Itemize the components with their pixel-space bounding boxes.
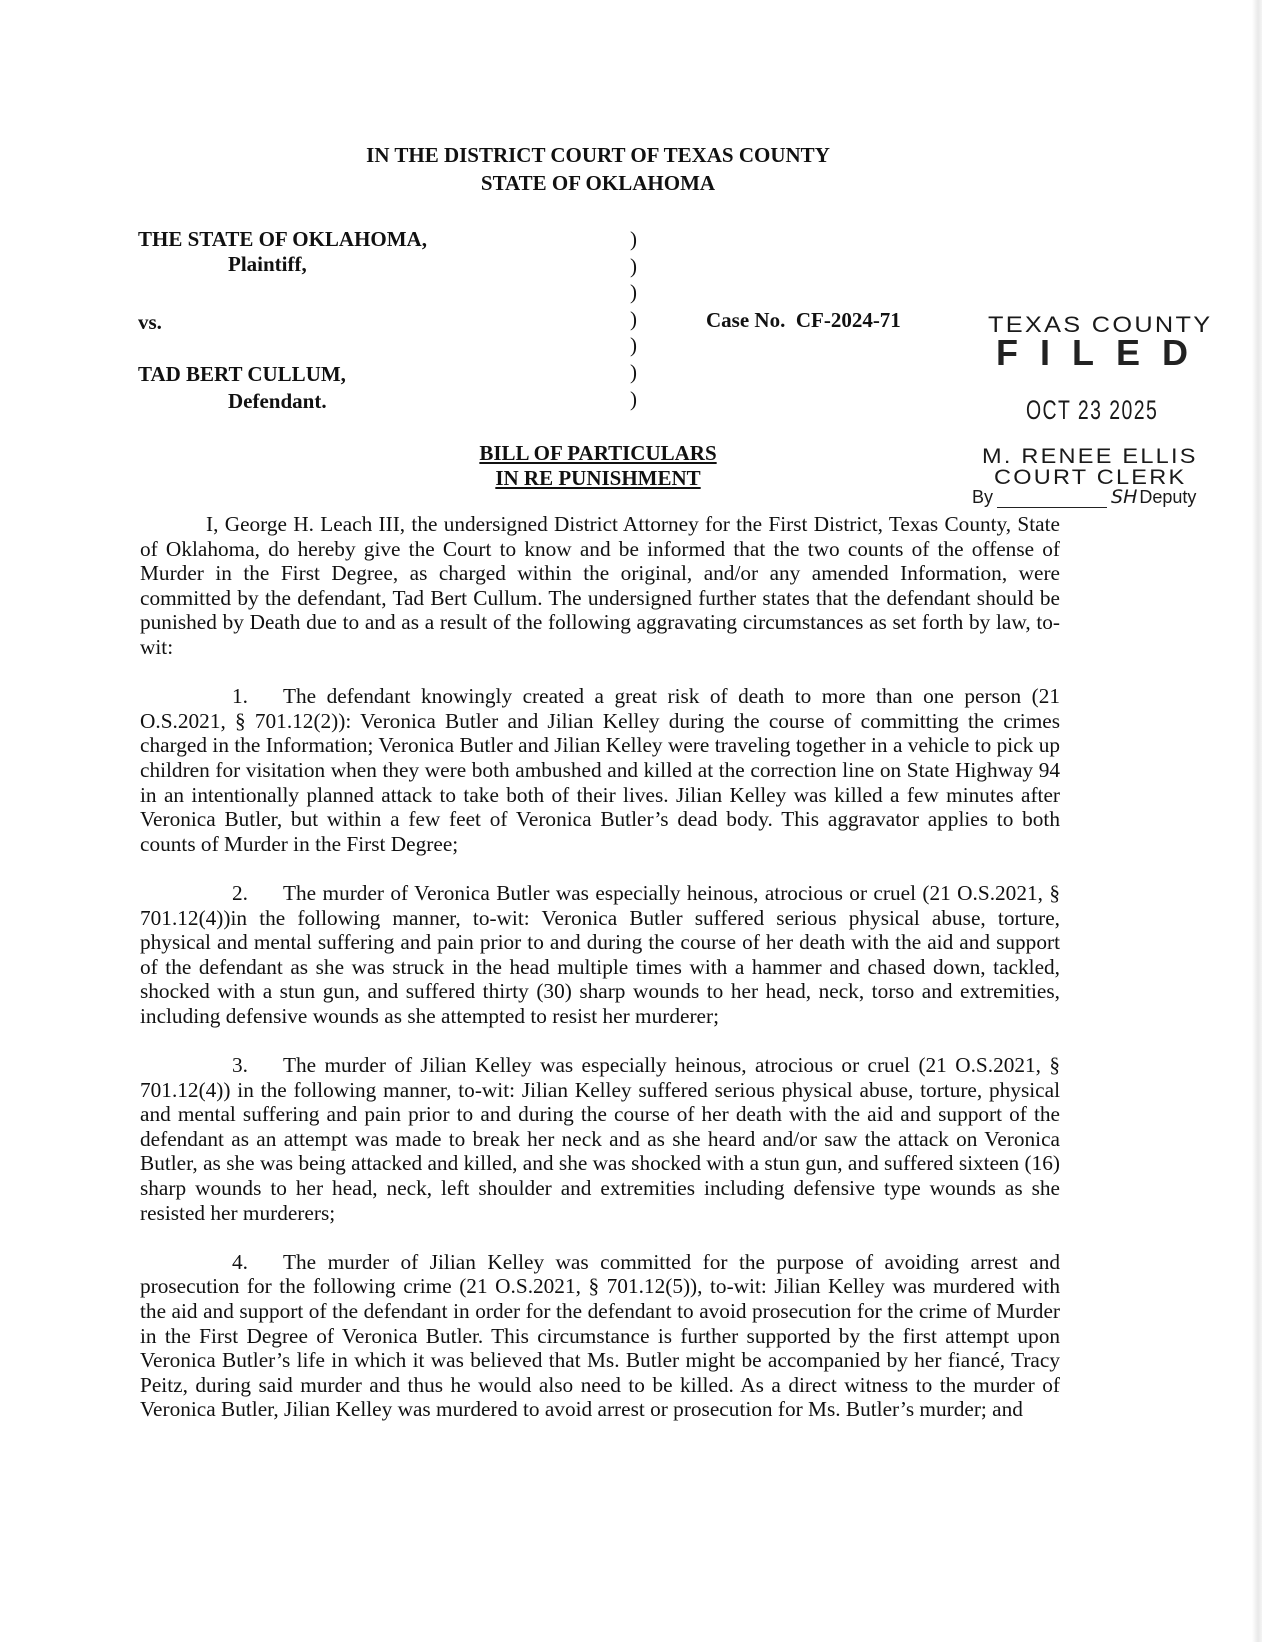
paren: ) — [630, 359, 637, 384]
defendant-label: Defendant. — [228, 389, 327, 413]
signature-line — [997, 491, 1107, 508]
stamp-clerk-name: M. RENEE ELLIS — [982, 445, 1198, 468]
case-label: Case No. — [706, 308, 786, 332]
caption-parentheses — [630, 226, 637, 412]
paren: ) — [630, 280, 637, 305]
document-title-line1: BILL OF PARTICULARS — [479, 441, 717, 465]
item-number: 4. — [232, 1249, 248, 1274]
deputy-initials: SH — [1111, 486, 1138, 508]
plaintiff-name: THE STATE OF OKLAHOMA, — [138, 227, 427, 251]
item-number: 2. — [232, 880, 248, 905]
document-body — [140, 512, 1060, 1447]
item-text: The murder of Jilian Kelley was committed for the purpose of avoiding arrest and prosecution for the following crime (21 O.S.2021, § 701.12(5)), to-wit: Jilian Kelley was murdered with the aid and support of the defendant in order for the defendant to avoid prosecution for the crime of Murder in the First Degree of Veronica Butler. This circumstance is further supported by the first attempt upon Veronica Butler’s life in which it was believed that Ms. Butler might be accompanied by her fiancé, Tracy Peitz, during said murder and thus he would also need to be killed. As a direct witness to the murder of Veronica Butler, Jilian Kelley was murdered to avoid arrest or prosecution for Ms. Butler’s murder; and — [140, 1249, 1060, 1422]
defendant-name: TAD BERT CULLUM, — [138, 362, 346, 386]
case-number — [706, 308, 901, 333]
item-text: The defendant knowingly created a great risk of death to more than one person (21 O.S.2021, § 701.12(2)): Veronica Butler and Jilian Kelley during the course of committing the crimes charged in the Information; Veronica Butler and Jilian Kelley were traveling together in a vehicle to pick up children for visitation when they were both ambushed and killed at the correction line on State Highway 94 in an intentionally planned attack to take both of their lives. Jilian Kelley was killed a few minutes after Veronica Butler, but within a few feet of Veronica Butler’s dead body. This aggravator applies to both counts of Murder in the First Degree; — [140, 684, 1060, 856]
aggravator-item — [140, 1250, 1060, 1422]
item-number: 3. — [232, 1053, 248, 1078]
plaintiff-label: Plaintiff, — [228, 252, 307, 276]
court-heading-line1: IN THE DISTRICT COURT OF TEXAS COUNTY — [366, 143, 830, 167]
paren: ) — [630, 333, 637, 358]
court-heading-line2: STATE OF OKLAHOMA — [480, 171, 716, 195]
stamp-date: OCT 23 2025 — [1026, 395, 1159, 425]
case-number-value: CF-2024-71 — [795, 308, 901, 332]
paren: ) — [630, 253, 637, 278]
stamp-county: TEXAS COUNTY — [988, 312, 1213, 337]
aggravator-item — [140, 1053, 1060, 1225]
paren: ) — [630, 227, 637, 251]
stamp-deputy: Deputy — [1139, 487, 1197, 507]
aggravator-item — [140, 881, 1060, 1029]
stamp-filed: FILED — [996, 332, 1210, 373]
document-title-line2: IN RE PUNISHMENT — [495, 466, 701, 490]
vs-label: vs. — [138, 310, 162, 334]
paren: ) — [630, 386, 637, 411]
scan-edge — [1202, 0, 1262, 1642]
stamp-clerk-title: COURT CLERK — [994, 466, 1187, 489]
aggravator-item — [140, 684, 1060, 856]
intro-paragraph: I, George H. Leach III, the undersigned District Attorney for the First District, Texas County, State of Oklahoma, do hereby give the Court to know and be informed that the two counts of the offense of Murder in the First Degree, as charged within the original, and/or any amended Information, were committed by the defendant, Tad Bert Cullum. The undersigned further states that the defendant should be punished by Death due to and as a result of the following aggravating circumstances as set forth by law, to-wit: — [140, 512, 1060, 659]
paren: ) — [630, 306, 637, 331]
item-text: The murder of Jilian Kelley was especially heinous, atrocious or cruel (21 O.S.2021, § 701.12(4)) in the following manner, to-wit: Jilian Kelley suffered serious physical abuse, torture, physical and mental suffering and pain prior to and during the course of her death with the aid and support of the defendant as an attempt was made to break her neck and as she heard and/or saw the attack on Veronica Butler, as she was being attacked and killed, and she was shocked with a stun gun, and suffered sixteen (16) sharp wounds to her head, neck, left shoulder and extremities including defensive type wounds as she resisted her murderers; — [140, 1053, 1060, 1225]
item-text: The murder of Veronica Butler was especially heinous, atrocious or cruel (21 O.S.2021, § 701.12(4))in the following manner, to-wit: Veronica Butler suffered serious physical abuse, torture, physical and mental suffering and pain prior to and during the course of her death with the aid and support of the defendant as she was struck in the head multiple times with a hammer and chased down, tackled, shocked with a stun gun, and suffered thirty (30) sharp wounds to her head, neck, torso and extremities, including defensive wounds as she attempted to resist her murderer; — [140, 880, 1060, 1028]
item-number: 1. — [232, 684, 248, 709]
stamp-by: By — [972, 487, 994, 507]
